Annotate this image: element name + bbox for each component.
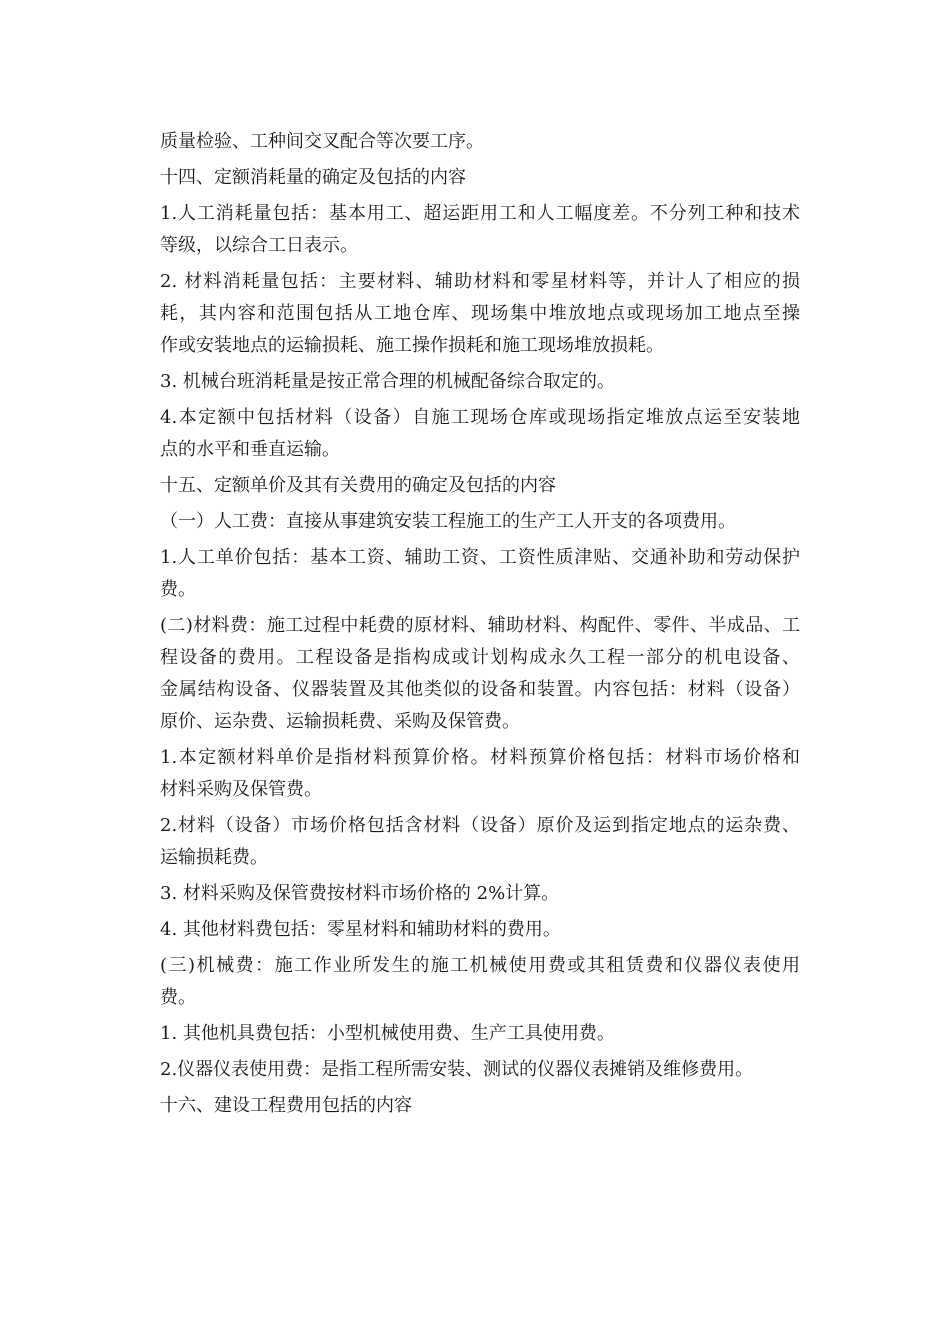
text-line: 程设备的费用。工程设备是指构成或计划构成永久工程一部分的机电设备、 xyxy=(160,647,800,668)
text-line: 原价、运杂费、运输损耗费、采购及保管费。 xyxy=(160,711,520,732)
text-line: 十六、建设工程费用包括的内容 xyxy=(160,1095,412,1116)
text-line: 1. 其他机具费包括：小型机械使用费、生产工具使用费。 xyxy=(160,1023,615,1044)
text-line: 3. 材料采购及保管费按材料市场价格的 2%计算。 xyxy=(160,883,560,904)
text-line: 材料采购及保管费。 xyxy=(160,779,322,800)
text-line: 1.人工单价包括：基本工资、辅助工资、工资性质津贴、交通补助和劳动保护 xyxy=(160,547,800,568)
text-line: 3. 机械台班消耗量是按正常合理的机械配备综合取定的。 xyxy=(160,371,615,392)
text-line: 4. 其他材料费包括：零星材料和辅助材料的费用。 xyxy=(160,919,561,940)
text-line: (三)机械费：施工作业所发生的施工机械使用费或其租赁费和仪器仪表使用 xyxy=(160,955,800,976)
text-line: 耗，其内容和范围包括从工地仓库、现场集中堆放地点或现场加工地点至操 xyxy=(160,303,800,324)
text-line: 十五、定额单价及其有关费用的确定及包括的内容 xyxy=(160,475,556,496)
text-line: 十四、定额消耗量的确定及包括的内容 xyxy=(160,167,466,188)
text-line: 2.仪器仪表使用费：是指工程所需安装、测试的仪器仪表摊销及维修费用。 xyxy=(160,1059,754,1080)
text-line: 1.人工消耗量包括：基本用工、超运距用工和人工幅度差。不分列工种和技术 xyxy=(160,203,800,224)
document-body xyxy=(160,126,800,1126)
text-line: （一）人工费：直接从事建筑安装工程施工的生产工人开支的各项费用。 xyxy=(160,511,736,532)
text-line: 1.本定额材料单价是指材料预算价格。材料预算价格包括：材料市场价格和 xyxy=(160,747,800,768)
text-line: 点的水平和垂直运输。 xyxy=(160,439,340,460)
text-line: 运输损耗费。 xyxy=(160,847,268,868)
text-line: 费。 xyxy=(160,579,196,600)
text-line: 作或安装地点的运输损耗、施工操作损耗和施工现场堆放损耗。 xyxy=(160,335,664,356)
text-line: 4.本定额中包括材料（设备）自施工现场仓库或现场指定堆放点运至安装地 xyxy=(160,407,800,428)
text-line: 2.材料（设备）市场价格包括含材料（设备）原价及运到指定地点的运杂费、 xyxy=(160,815,800,836)
text-line: 质量检验、工种间交叉配合等次要工序。 xyxy=(160,131,484,152)
text-line: 金属结构设备、仪器装置及其他类似的设备和装置。内容包括：材料（设备） xyxy=(160,679,800,700)
text-line: 等级，以综合工日表示。 xyxy=(160,235,358,256)
text-line: (二)材料费：施工过程中耗费的原材料、辅助材料、构配件、零件、半成品、工 xyxy=(160,615,800,636)
text-line: 费。 xyxy=(160,987,196,1008)
text-line: 2. 材料消耗量包括：主要材料、辅助材料和零星材料等，并计人了相应的损 xyxy=(160,271,800,292)
